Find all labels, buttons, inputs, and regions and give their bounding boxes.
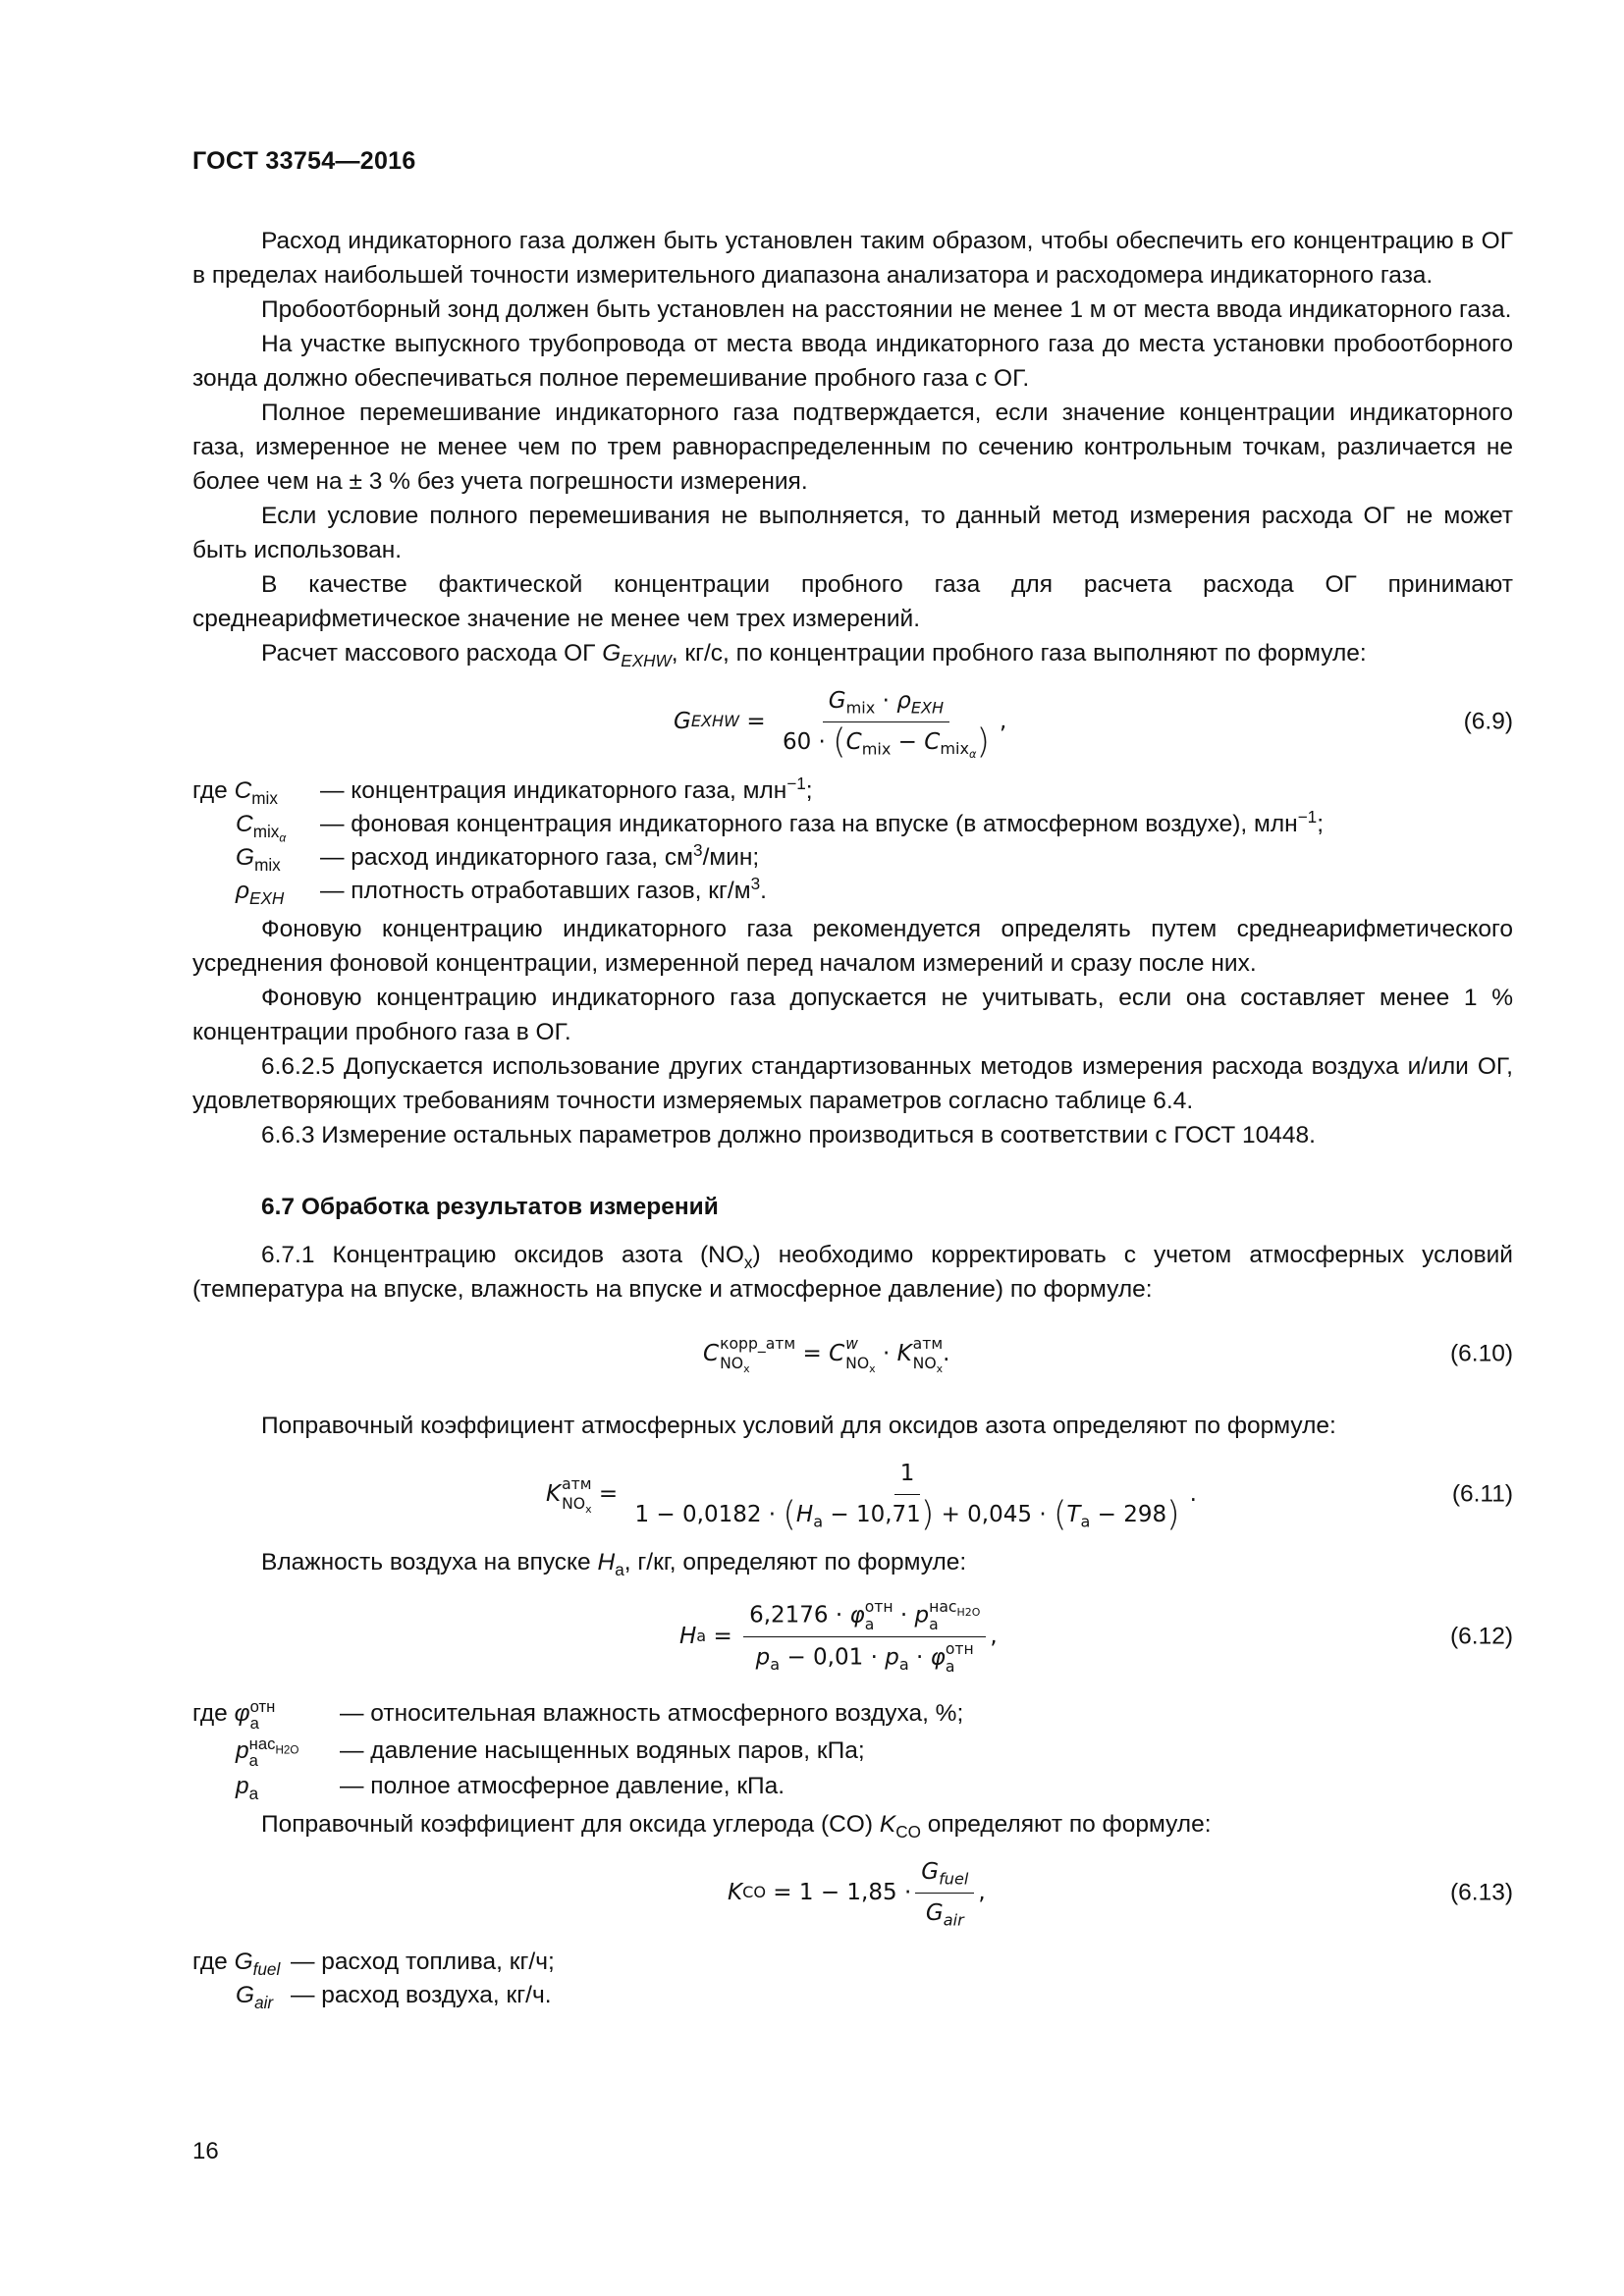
paragraph: Расчет массового расхода ОГ $G_{EXHW}$, кг/с, по концентрации пробного газа выполняют по формуле: [261, 640, 1367, 670]
paragraph: В качестве фактической концентрации пробного газа для расчета расхода ОГ принимают среднеарифметическое значение не менее чем трех измерений. [192, 571, 1513, 632]
paragraph: На участке выпускного трубопровода от места ввода индикаторного газа до места установки пробоотборного зонда должно обеспечиваться полное перемешивание пробного газа с ОГ. [192, 331, 1513, 392]
document-code: ГОСТ 33754—2016 [192, 147, 416, 175]
paragraph: 6.7.1 Концентрацию оксидов азота $(NO_x)$ необходимо корректировать с учетом атмосферных условий (температура на впуске, влажность на впуске и атмосферное давление) по формуле: [192, 1242, 1513, 1303]
paragraph: Поправочный коэффициент атмосферных условий для оксидов азота определяют по формуле: [261, 1413, 1336, 1439]
paragraph: 6.6.2.5 Допускается использование других стандартизованных методов измерения расхода воздуха и/или ОГ, удовлетворяющих требованиям точности измеряемых параметров согласно таблице 6.4. [192, 1053, 1513, 1114]
paragraph: Влажность воздуха на впуске $H_a$, г/кг, определяют по формуле: [261, 1549, 967, 1579]
paragraph: Расход индикаторного газа должен быть установлен таким образом, чтобы обеспечить его концентрацию в ОГ в пределах наибольшей точности измерительного диапазона анализатора и расходомера индикаторного газа. [192, 228, 1513, 289]
formula-6-12: H a = 6,2176 · φ отн a · p нас$_{H2O}$ a $p_a - 0,01 \cdot p_a \cdot \varphi$ отн a , (6.12) [679, 1596, 1513, 1676]
paragraph: Полное перемешивание индикаторного газа подтверждается, если значение концентрации индикаторного газа, измеренное не менее чем по трем равнораспределенным по сечению контрольным точкам, различается не более чем на ± 3 % без учета погрешности измерения. [192, 400, 1513, 495]
formula-number: (6.9) [1463, 708, 1513, 735]
formula-number: (6.12) [1449, 1623, 1513, 1650]
formula-number: (6.11) [1451, 1480, 1513, 1508]
legend-6-12: где φ отн a — относительная влажность атмосферного воздуха, %; p нас$_{H2O}$ a — давление насыщенных водяных паров, кПа; $p_a$ — полное атмосферное давление, кПа. [192, 1696, 964, 1803]
paragraph: Фоновую концентрацию индикаторного газа допускается не учитывать, если она составляет менее 1 % концентрации пробного газа в ОГ. [192, 985, 1513, 1045]
paragraph: 6.6.3 Измерение остальных параметров должно производиться в соответствии с ГОСТ 10448. [261, 1122, 1316, 1148]
legend-6-9: где $C_{mix}$ — концентрация индикаторного газа, млн$^{-1}$; $C_{mix_\alpha}$ — фоновая концентрация индикаторного газа на впуске (в атмосферном воздухе), млн$^{-1}$; $G_{mix}$ — расход индикаторного газа, $см^3$/мин; $\rho_{EXH}$ — плотность отработавших газов, $кг/м^3$. [192, 773, 1325, 908]
paragraph: Фоновую концентрацию индикаторного газа рекомендуется определять путем среднеарифметического усреднения фоновой концентрации, измеренной перед началом измерений и сразу после них. [192, 916, 1513, 977]
page-number: 16 [192, 2138, 219, 2164]
formula-number: (6.13) [1449, 1879, 1513, 1906]
formula-6-11: K атм $NO_x$ = $\frac{1}{1 - 0,0182 \cdot (H_a - 10,71) + 0,045 \cdot (T_a - 298)}$ . (6.11) [192, 1453, 1513, 1535]
formula-6-10: C корр_атм $NO_x$ = C w $NO_x$ · K атм $NO_x$ . (6.10) [703, 1334, 1513, 1376]
paragraph: Если условие полного перемешивания не выполняется, то данный метод измерения расхода ОГ не может быть использован. [192, 503, 1513, 563]
formula-6-9: G EXHW = $\frac{G_{mix} \cdot \rho_{EXH}}{60 \cdot (C_{mix} - C_{mix_\alpha})}$ , (6.9) [192, 680, 1513, 763]
section-heading: 6.7 Обработка результатов измерений [261, 1194, 719, 1220]
formula-number: (6.10) [1449, 1340, 1513, 1367]
formula-6-13: K CO = 1 − 1,85 · $\frac{G_{fuel}}{G_{air}}$ , (6.13) [192, 1851, 1513, 1934]
paragraph: Поправочный коэффициент для оксида углерода (CO) $K_{CO}$ определяют по формуле: [261, 1811, 1212, 1842]
legend-6-13: где $G_{fuel}$ — расход топлива, кг/ч; $G_{air}$ — расход воздуха, кг/ч. [192, 1949, 555, 2012]
page-body [192, 224, 1513, 2016]
paragraph: Пробоотборный зонд должен быть установлен на расстоянии не менее 1 м от места ввода индикаторного газа. [261, 296, 1512, 323]
